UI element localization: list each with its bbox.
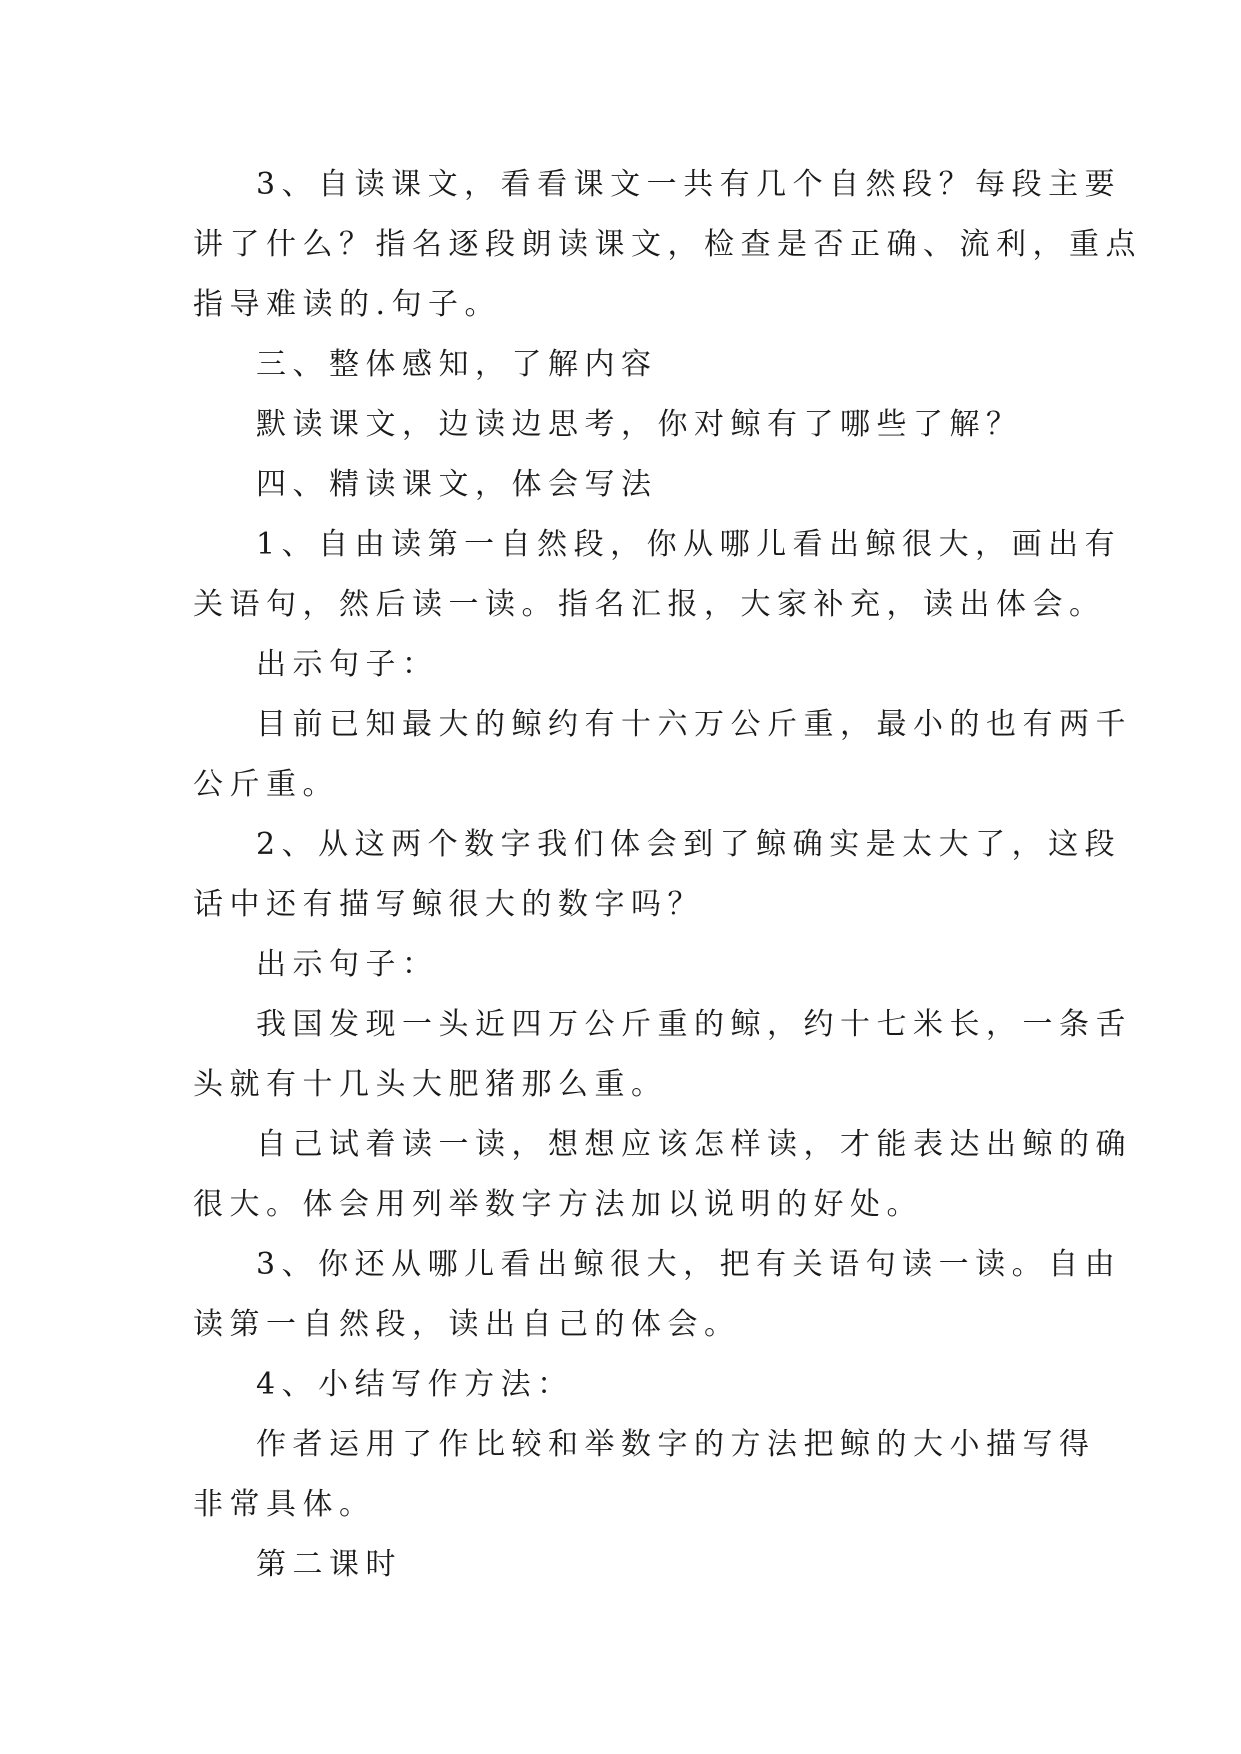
text-line: 指导难读的.句子。 [193, 287, 502, 322]
text-line: 默读课文，边读边思考，你对鲸有了哪些了解？ [256, 407, 1023, 442]
section-heading: 四、精读课文，体会写法 [256, 467, 658, 502]
text-line: 头就有十几头大肥猪那么重。 [193, 1067, 668, 1102]
text-line: 公斤重。 [193, 767, 339, 802]
text-line: 出示句子： [256, 647, 439, 682]
section-heading: 第二课时 [256, 1547, 402, 1582]
text-line: 1、自由读第一自然段，你从哪儿看出鲸很大，画出有 [256, 527, 1122, 562]
text-line: 作者运用了作比较和举数字的方法把鲸的大小描写得 [256, 1427, 1096, 1462]
text-line: 目前已知最大的鲸约有十六万公斤重，最小的也有两千 [256, 707, 1132, 742]
document-page [193, 155, 1142, 1595]
text-line: 2、从这两个数字我们体会到了鲸确实是太大了，这段 [256, 827, 1122, 862]
text-line: 3、你还从哪儿看出鲸很大，把有关语句读一读。自由 [256, 1247, 1122, 1282]
text-line: 4、小结写作方法： [256, 1367, 574, 1402]
text-line: 我国发现一头近四万公斤重的鲸，约十七米长，一条舌 [256, 1007, 1132, 1042]
text-line: 3、自读课文，看看课文一共有几个自然段？每段主要 [256, 167, 1122, 202]
text-line: 关语句，然后读一读。指名汇报，大家补充，读出体会。 [193, 587, 1106, 622]
section-heading: 三、整体感知，了解内容 [256, 347, 658, 382]
text-line: 读第一自然段，读出自己的体会。 [193, 1307, 741, 1342]
text-line: 出示句子： [256, 947, 439, 982]
text-line: 话中还有描写鲸很大的数字吗？ [193, 887, 704, 922]
text-line: 非常具体。 [193, 1487, 376, 1522]
text-line: 很大。体会用列举数字方法加以说明的好处。 [193, 1187, 923, 1222]
text-line: 讲了什么？指名逐段朗读课文，检查是否正确、流利，重点 [193, 227, 1142, 262]
text-line: 自己试着读一读，想想应该怎样读，才能表达出鲸的确 [256, 1127, 1132, 1162]
